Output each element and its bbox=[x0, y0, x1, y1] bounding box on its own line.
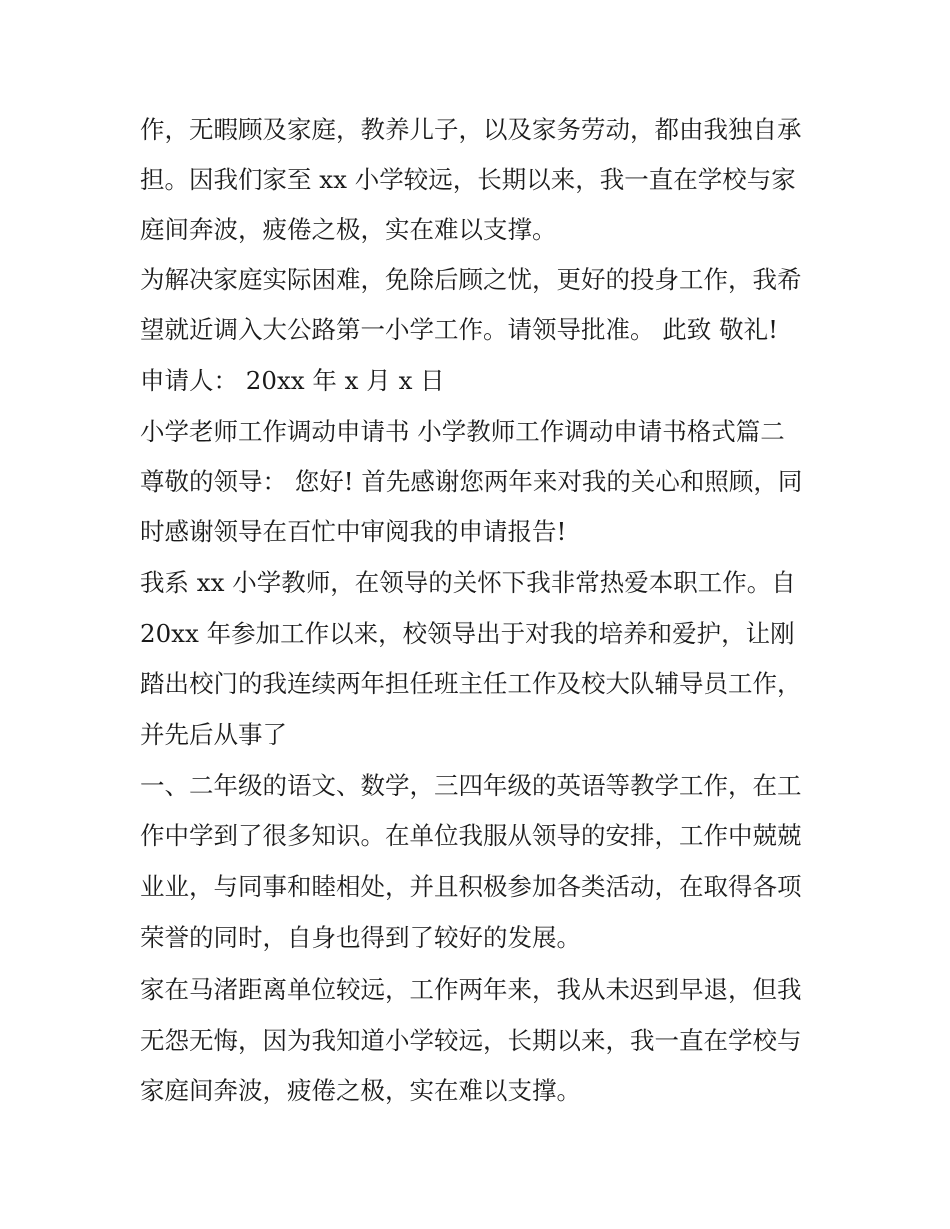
text-line: 为解决家庭实际困难，免除后顾之忧，更好的投身工作，我希 bbox=[140, 265, 802, 294]
text-line: 一、二年级的语文、数学，三四年级的英语等教学工作，在工 bbox=[140, 771, 802, 800]
text-line: 担。因我们家至 xx 小学较远，长期以来，我一直在学校与家 bbox=[140, 165, 796, 194]
text-line: 申请人： 20xx 年 x 月 x 日 bbox=[140, 366, 445, 395]
text-line: 业业，与同事和睦相处，并且积极参加各类活动，在取得各项 bbox=[140, 872, 802, 901]
text-line: 家在马渚距离单位较远，工作两年来，我从未迟到早退，但我 bbox=[140, 975, 802, 1004]
text-line: 20xx 年参加工作以来，校领导出于对我的培养和爱护，让刚 bbox=[140, 619, 795, 648]
text-line: 庭间奔波，疲倦之极，实在难以支撑。 bbox=[140, 215, 557, 244]
text-line: 荣誉的同时，自身也得到了较好的发展。 bbox=[140, 923, 581, 952]
text-line: 并先后从事了 bbox=[140, 720, 287, 749]
text-line: 望就近调入大公路第一小学工作。请领导批准。 此致 敬礼! bbox=[140, 315, 778, 344]
text-line: 尊敬的领导： 您好! 首先感谢您两年来对我的关心和照顾，同 bbox=[140, 467, 803, 496]
text-line: 我系 xx 小学教师，在领导的关怀下我非常热爱本职工作。自 bbox=[140, 568, 796, 597]
text-line: 小学老师工作调动申请书 小学教师工作调动申请书格式篇二 bbox=[140, 417, 785, 446]
text-line: 踏出校门的我连续两年担任班主任工作及校大队辅导员工作， bbox=[140, 669, 802, 698]
text-line: 家庭间奔波，疲倦之极，实在难以支撑。 bbox=[140, 1076, 581, 1105]
text-line: 时感谢领导在百忙中审阅我的申请报告! bbox=[140, 517, 567, 546]
text-line: 作，无暇顾及家庭，教养儿子，以及家务劳动，都由我独自承 bbox=[140, 115, 802, 144]
text-line: 作中学到了很多知识。在单位我服从领导的安排，工作中兢兢 bbox=[140, 821, 802, 850]
text-line: 无怨无悔，因为我知道小学较远，长期以来，我一直在学校与 bbox=[140, 1026, 802, 1055]
